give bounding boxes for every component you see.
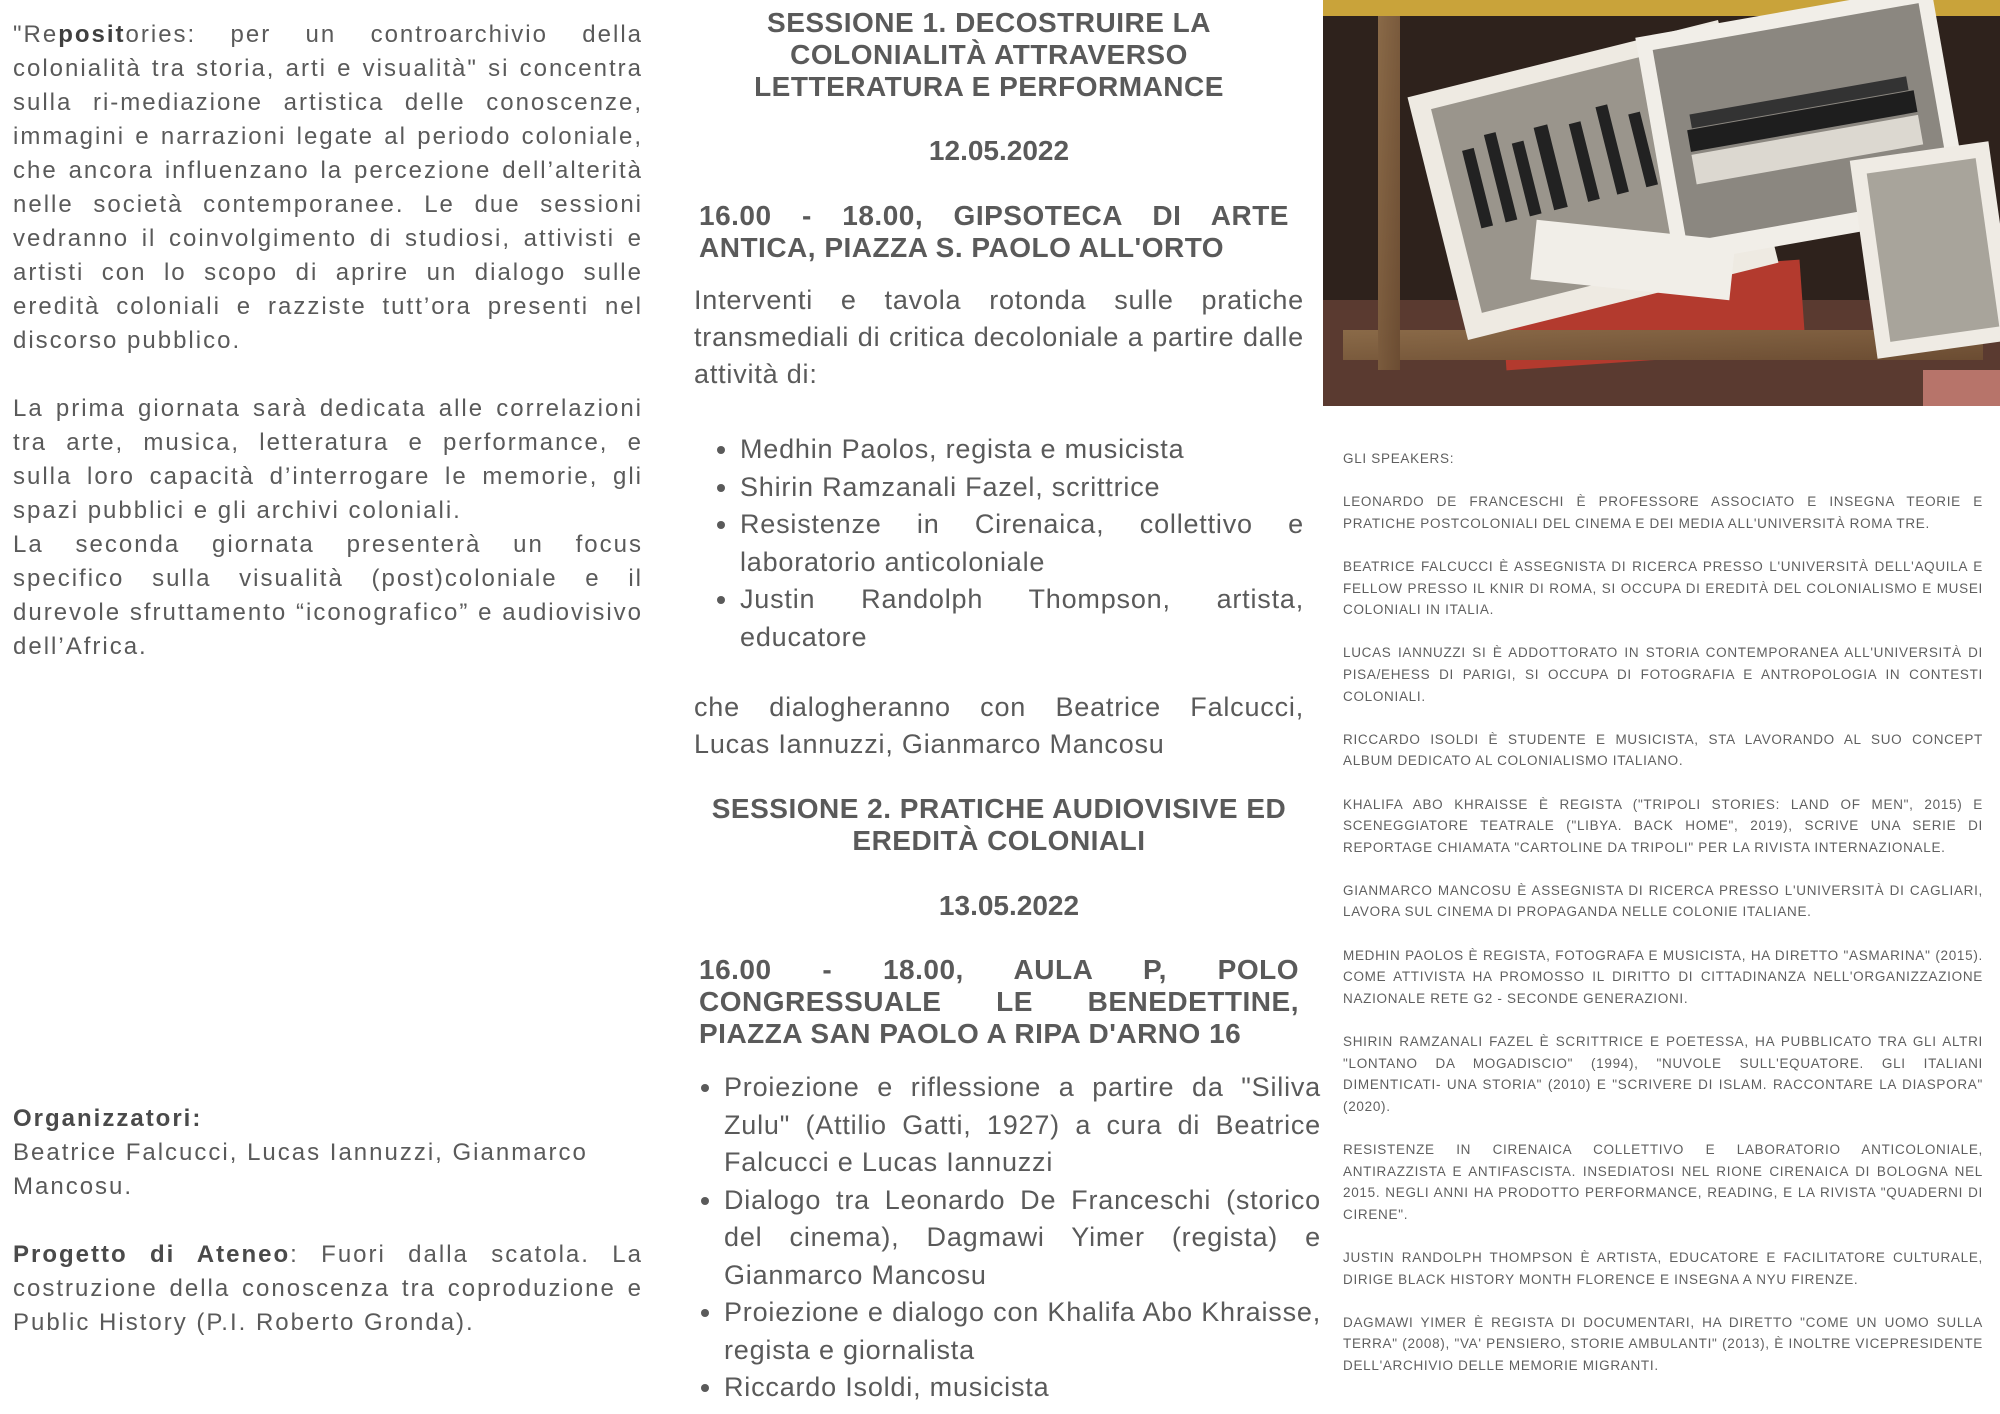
list-item: • Proiezione e dialogo con Khalifa Abo Khraisse, regista e giornalista xyxy=(724,1294,1321,1369)
project-text: : Fuori dalla scatola. La costruzione della conoscenza tra coproduzione e Public History (P.I. Roberto Gronda). xyxy=(13,1241,643,1336)
list-item: • Shirin Ramzanali Fazel, scrittrice xyxy=(740,469,1304,507)
session1-outro: che dialogheranno con Beatrice Falcucci, Lucas Iannuzzi, Gianmarco Mancosu xyxy=(694,692,1304,759)
project-label: Progetto di Ateneo xyxy=(13,1241,291,1268)
intro-paragraph xyxy=(13,18,643,358)
intro-rest: ories: per un controarchivio della colonialità tra storia, arti e visualità" si concentra sulla ri-mediazione artistica delle conoscenze, immagini e narrazioni legate al periodo coloniale, che ancora influenzano la percezione dell’alterità nelle società contemporanee. Le due sessioni vedranno il coinvolgimento di studiosi, attivisti e artisti con lo scopo di aprire un dialogo sulle eredità coloniali e razziste tutt’ora presenti nel discorso pubblico. xyxy=(13,21,643,354)
list-item: • Justin Randolph Thompson, artista, educatore xyxy=(740,581,1304,656)
session1-intro: Interventi e tavola rotonda sulle pratiche transmediali di critica decoloniale a partire dalle attività di: xyxy=(694,285,1304,389)
list-item: • Riccardo Isoldi, musicista xyxy=(724,1369,1321,1407)
speaker-bio: RESISTENZE IN CIRENAICA COLLETTIVO E LABORATORIO ANTICOLONIALE, ANTIRAZZISTA E ANTIFASCISTA. INSEDIATOSI NEL RIONE CIRENAICA DI BOLOGNA NEL 2015. NEGLI ANNI HA PRODOTTO PERFORMANCE, READING, E LA RIVISTA "QUADERNI DI CIRENE". xyxy=(1343,1142,1983,1222)
intro-paragraph-3: La seconda giornata presenterà un focus specifico sulla visualità (post)coloniale e il durevole sfruttamento “iconografico” e audiovisivo dell’Africa. xyxy=(13,531,643,660)
speaker-bio: KHALIFA ABO KHRAISSE È REGISTA ("TRIPOLI STORIES: LAND OF MEN", 2015) E SCENEGGIATORE TEATRALE ("LIBYA. BACK HOME", 2019), SCRIVE UNA SERIE DI REPORTAGE CHIAMATA "CARTOLINE DA TRIPOLI" PER LA RIVISTA INTERNAZIONALE. xyxy=(1343,796,1983,855)
speaker-bio: LUCAS IANNUZZI SI È ADDOTTORATO IN STORIA CONTEMPORANEA ALL'UNIVERSITÀ DI PISA/EHESS DI PARIGI, SI OCCUPA DI FOTOGRAFIA E ANTROPOLOGIA IN CONTESTI COLONIALI. xyxy=(1343,645,1983,704)
intro-prefix: "Re xyxy=(13,21,59,48)
intro-text xyxy=(13,18,643,664)
session1-date: 12.05.2022 xyxy=(928,135,1070,166)
organizers-names: Beatrice Falcucci, Lucas Iannuzzi, Gianmarco Mancosu. xyxy=(13,1139,588,1200)
session2-title: SESSIONE 2. PRATICHE AUDIOVISIVE ED EREDITÀ COLONIALI xyxy=(711,793,1287,856)
intro-paragraph-2: La prima giornata sarà dedicata alle correlazioni tra arte, musica, letteratura e performance, e sulla loro capacità d’interrogare le memorie, gli spazi pubblici e gli archivi coloniali. xyxy=(13,395,643,524)
speaker-bio: MEDHIN PAOLOS È REGISTA, FOTOGRAFA E MUSICISTA, HA DIRETTO "ASMARINA" (2015). COME ATTIVISTA HA PROMOSSO IL DIRITTO DI CITTADINANZA NELL'ORGANIZZAZIONE NAZIONALE RETE G2 - SECONDE GENERAZIONI. xyxy=(1343,947,1983,1006)
speaker-bio: RICCARDO ISOLDI È STUDENTE E MUSICISTA, STA LAVORANDO AL SUO CONCEPT ALBUM DEDICATO AL COLONIALISMO ITALIANO. xyxy=(1343,731,1983,769)
speaker-bio: BEATRICE FALCUCCI È ASSEGNISTA DI RICERCA PRESSO L'UNIVERSITÀ DELL'AQUILA E FELLOW PRESSO IL KNIR DI ROMA, SI OCCUPA DI EREDITÀ DEL COLONIALISMO E MUSEI COLONIALI IN ITALIA. xyxy=(1343,558,1983,618)
speaker-bio: LEONARDO DE FRANCESCHI È PROFESSORE ASSOCIATO E INSEGNA TEORIE E PRATICHE POSTCOLONIALI DEL CINEMA E DEI MEDIA ALL'UNIVERSITÀ ROMA TRE. xyxy=(1343,494,1983,531)
session2-list xyxy=(678,1069,1321,1407)
list-item: • Resistenze in Cirenaica, collettivo e laboratorio anticoloniale xyxy=(740,506,1304,581)
session1-place: 16.00 - 18.00, GIPSOTECA DI ARTE ANTICA, PIAZZA S. PAOLO ALL'ORTO xyxy=(699,200,1289,263)
session2-date: 13.05.2022 xyxy=(938,890,1080,921)
organizers-block xyxy=(13,1102,643,1340)
session2-place: 16.00 - 18.00, AULA P, POLO CONGRESSUALE LE BENEDETTINE, PIAZZA SAN PAOLO A RIPA D'ARNO 16 xyxy=(699,954,1299,1049)
organizers-label: Organizzatori: xyxy=(13,1105,203,1132)
speakers-heading: GLI SPEAKERS: xyxy=(1343,451,1455,466)
list-item: • Proiezione e riflessione a partire da "Siliva Zulu" (Attilio Gatti, 1927) a cura di Beatrice Falcucci e Lucas Iannuzzi xyxy=(724,1069,1321,1182)
archive-photo xyxy=(1323,0,2000,406)
speaker-bio: SHIRIN RAMZANALI FAZEL È SCRITTRICE E POETESSA, HA PUBBLICATO TRA GLI ALTRI "LONTANO DA MOGADISCIO" (1994), "NUVOLE SULL'EQUATORE. GLI ITALIANI DIMENTICATI- UNA STORIA" (2010) E "SCRIVERE DI ISLAM. RACCONTARE LA DIASPORA" (2020). xyxy=(1343,1034,1983,1114)
speaker-bio: GIANMARCO MANCOSU È ASSEGNISTA DI RICERCA PRESSO L'UNIVERSITÀ DI CAGLIARI, LAVORA SUL CINEMA DI PROPAGANDA NELLE COLONIE ITALIANE. xyxy=(1343,882,1983,920)
speaker-bio: DAGMAWI YIMER È REGISTA DI DOCUMENTARI, HA DIRETTO "COME UN UOMO SULLA TERRA" (2008), "VA' PENSIERO, STORIE AMBULANTI" (2013), È INOLTRE VICEPRESIDENTE DELL'ARCHIVIO DELLE MEMORIE MIGRANTI. xyxy=(1343,1314,1983,1373)
list-item: • Dialogo tra Leonardo De Franceschi (storico del cinema), Dagmawi Yimer (regista) e Gianmarco Mancosu xyxy=(724,1182,1321,1295)
session1-list xyxy=(694,431,1304,656)
session1-title: SESSIONE 1. DECOSTRUIRE LA COLONIALITÀ ATTRAVERSO LETTERATURA E PERFORMANCE xyxy=(754,7,1224,102)
intro-bold: posit xyxy=(58,21,126,48)
archive-photo-illustration xyxy=(1323,0,2000,406)
list-item: • Medhin Paolos, regista e musicista xyxy=(740,431,1304,469)
project-paragraph xyxy=(13,1238,643,1340)
speakers-section xyxy=(1343,448,1983,1398)
speaker-bio: JUSTIN RANDOLPH THOMPSON È ARTISTA, EDUCATORE E FACILITATORE CULTURALE, DIRIGE BLACK HISTORY MONTH FLORENCE E INSEGNA A NYU FIRENZE. xyxy=(1343,1249,1983,1287)
